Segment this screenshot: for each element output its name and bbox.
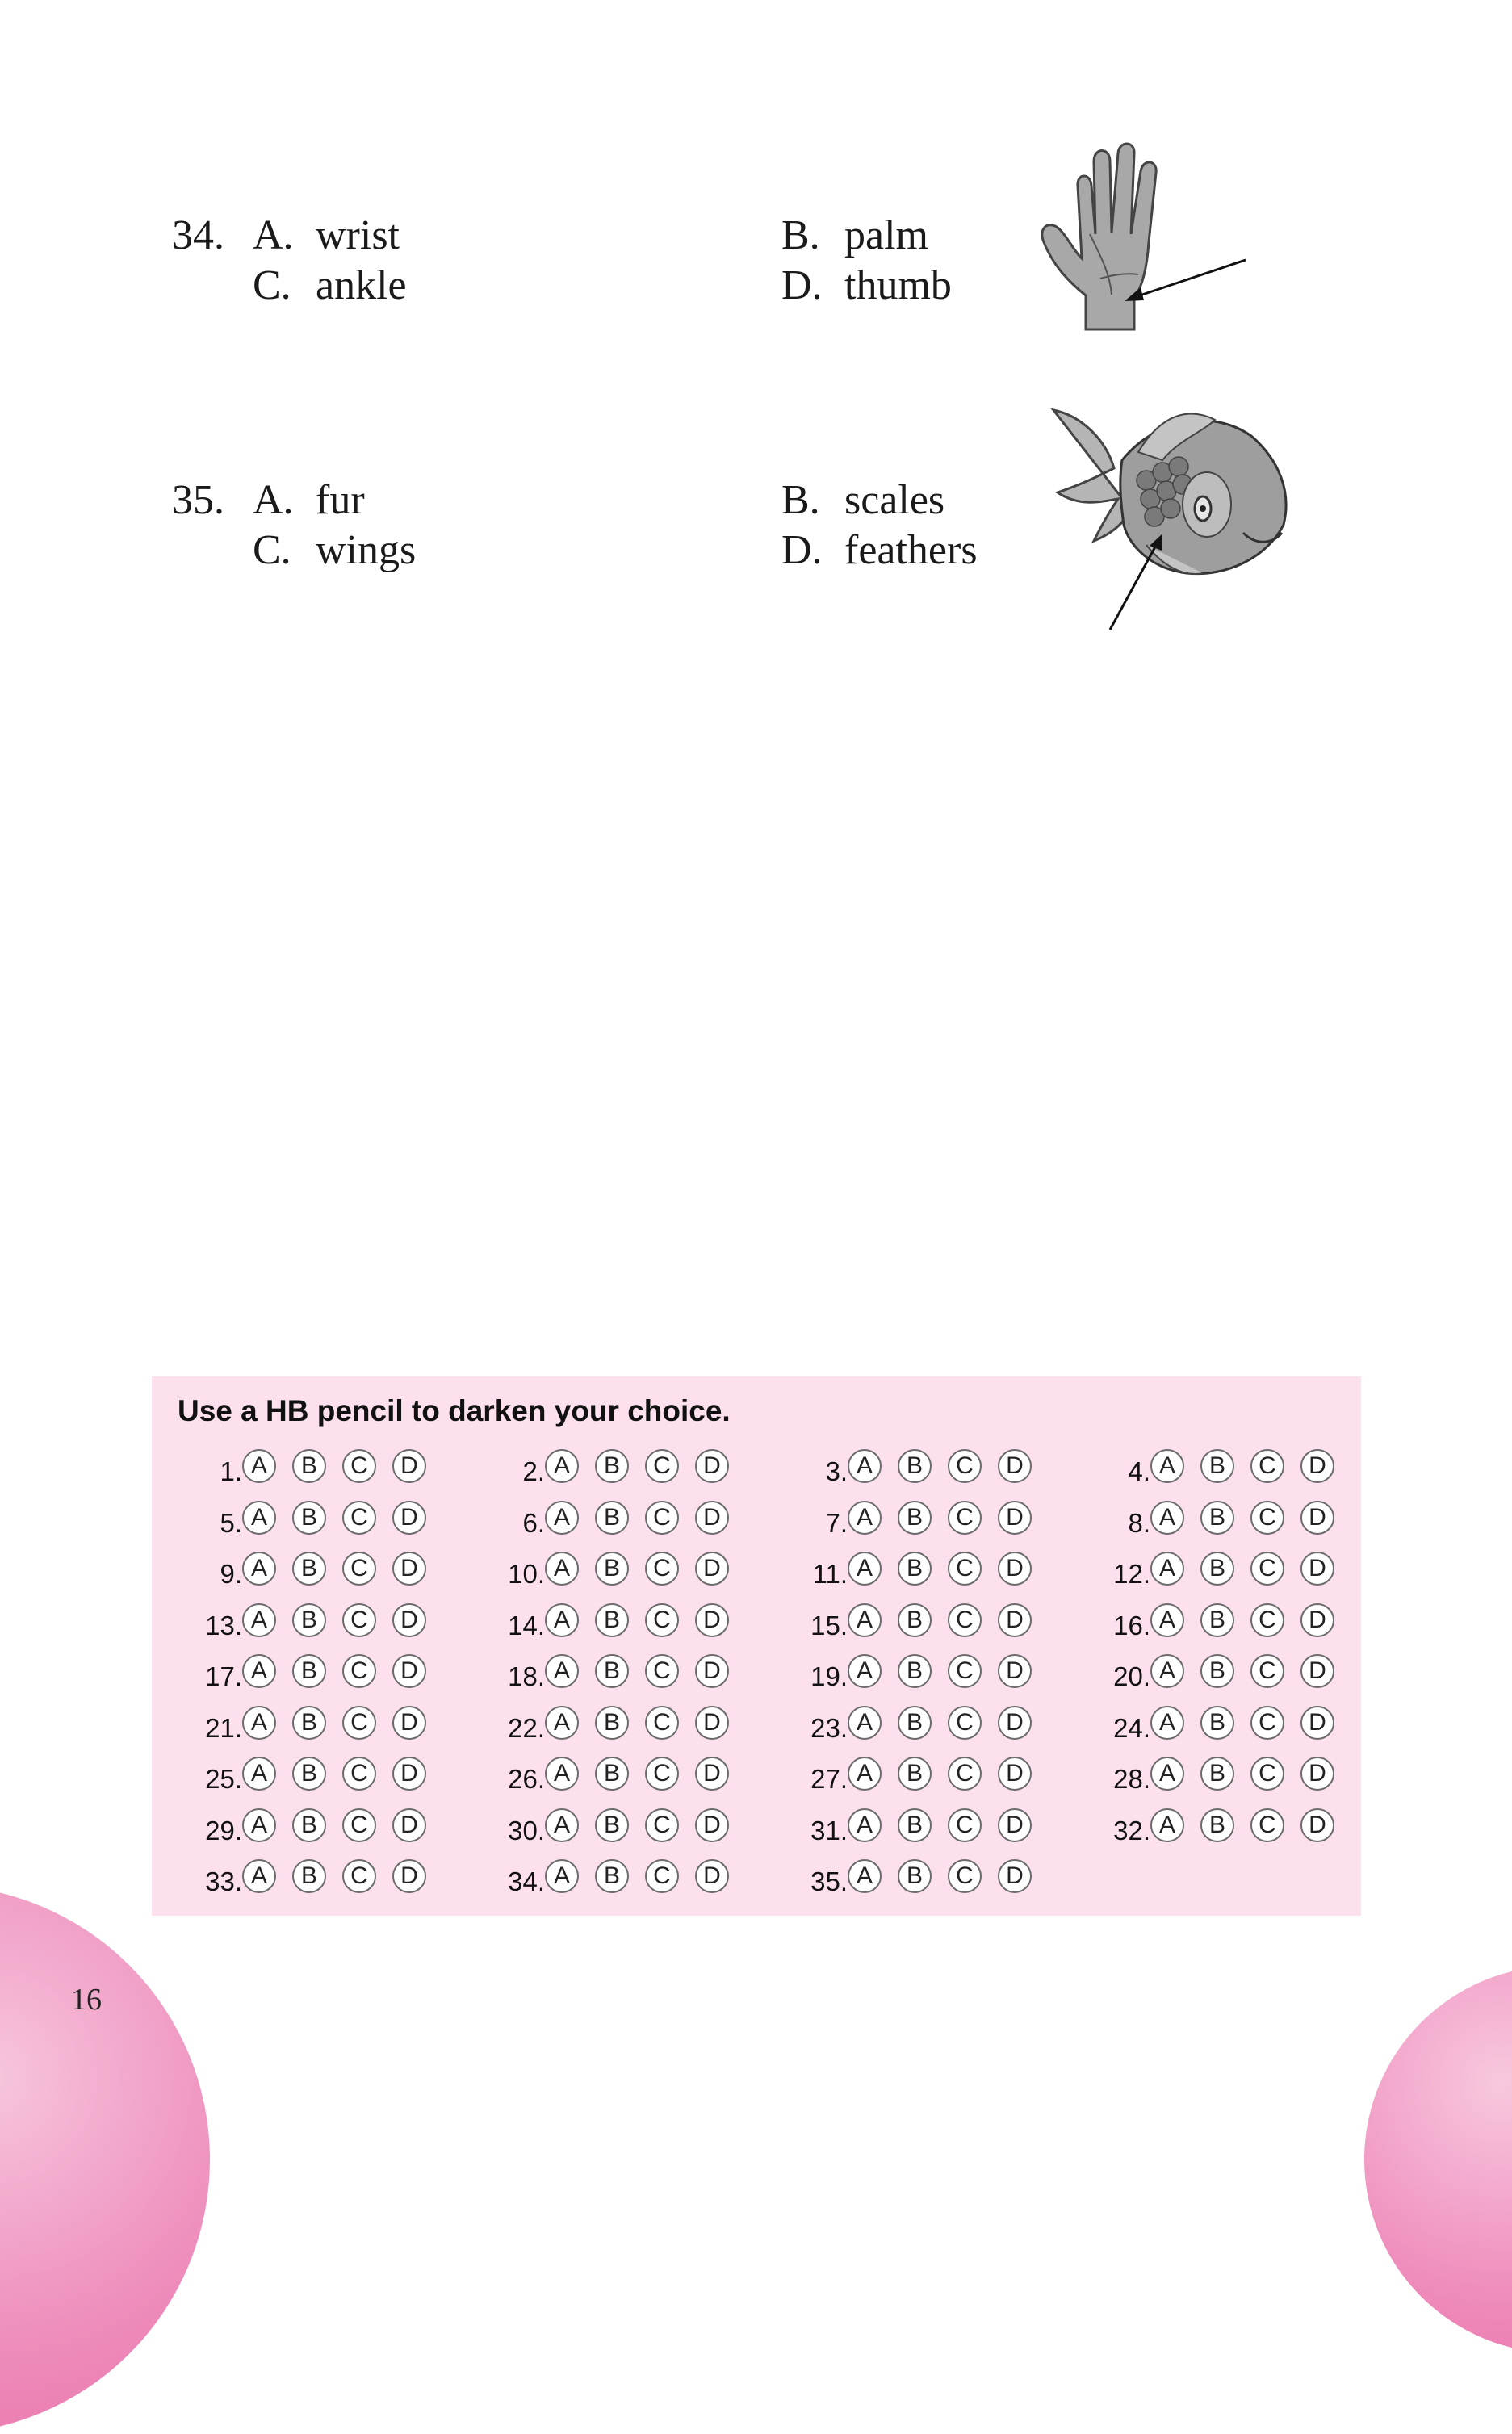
answer-number: 1. bbox=[220, 1456, 242, 1486]
answer-bubble-c[interactable]: C bbox=[1250, 1449, 1284, 1483]
answer-bubble-a[interactable]: A bbox=[848, 1859, 882, 1893]
answer-number: 4. bbox=[1128, 1456, 1150, 1486]
answer-bubble-c[interactable]: C bbox=[342, 1501, 376, 1535]
answer-bubble-c[interactable]: C bbox=[948, 1859, 982, 1893]
option-text: palm bbox=[844, 212, 928, 258]
option-text: scales bbox=[844, 477, 945, 523]
answer-bubble-c[interactable]: C bbox=[948, 1603, 982, 1637]
answer-bubble-c[interactable]: C bbox=[342, 1757, 376, 1791]
answer-bubble-a[interactable]: A bbox=[545, 1603, 579, 1637]
answer-row bbox=[799, 1445, 1090, 1490]
answer-bubble-d[interactable]: D bbox=[998, 1757, 1032, 1791]
answer-bubble-b[interactable]: B bbox=[1200, 1654, 1234, 1688]
option-text: fur bbox=[316, 477, 365, 523]
answer-bubble-c[interactable]: C bbox=[948, 1808, 982, 1842]
answer-bubble-b[interactable]: B bbox=[595, 1808, 629, 1842]
answer-bubble-d[interactable]: D bbox=[392, 1552, 426, 1586]
answer-sheet-instruction: Use a HB pencil to darken your choice. bbox=[178, 1394, 731, 1427]
option-letter: A. bbox=[253, 477, 294, 523]
answer-bubble-c[interactable]: C bbox=[645, 1501, 679, 1535]
answer-number: 13. bbox=[205, 1610, 242, 1640]
answer-bubble-d[interactable]: D bbox=[1300, 1706, 1334, 1740]
answer-bubble-a[interactable]: A bbox=[242, 1706, 276, 1740]
answer-row bbox=[496, 1497, 787, 1542]
answer-bubble-a[interactable]: A bbox=[242, 1808, 276, 1842]
answer-bubble-d[interactable]: D bbox=[1300, 1603, 1334, 1637]
option-letter: D. bbox=[781, 527, 823, 573]
option-letter: C. bbox=[253, 262, 291, 308]
answer-bubble-b[interactable]: B bbox=[898, 1859, 932, 1893]
answer-bubble-c[interactable]: C bbox=[1250, 1706, 1284, 1740]
answer-bubble-a[interactable]: A bbox=[1150, 1757, 1184, 1791]
answer-number: 21. bbox=[205, 1712, 242, 1743]
answer-bubble-a[interactable]: A bbox=[1150, 1552, 1184, 1586]
answer-bubble-c[interactable]: C bbox=[948, 1706, 982, 1740]
answer-bubble-a[interactable]: A bbox=[545, 1757, 579, 1791]
answer-number: 5. bbox=[220, 1507, 242, 1538]
answer-bubble-c[interactable]: C bbox=[645, 1654, 679, 1688]
answer-row bbox=[1102, 1702, 1393, 1747]
answer-number: 32. bbox=[1113, 1815, 1150, 1845]
answer-bubble-a[interactable]: A bbox=[848, 1757, 882, 1791]
answer-bubble-c[interactable]: C bbox=[342, 1603, 376, 1637]
answer-bubble-c[interactable]: C bbox=[948, 1654, 982, 1688]
answer-bubble-a[interactable]: A bbox=[242, 1449, 276, 1483]
answer-bubble-b[interactable]: B bbox=[898, 1552, 932, 1586]
answer-row bbox=[799, 1548, 1090, 1593]
answer-bubble-d[interactable]: D bbox=[392, 1654, 426, 1688]
answer-bubble-c[interactable]: C bbox=[1250, 1603, 1284, 1637]
answer-sheet bbox=[152, 1376, 1361, 1916]
option-letter: A. bbox=[253, 212, 294, 258]
answer-bubble-c[interactable]: C bbox=[1250, 1757, 1284, 1791]
answer-bubble-c[interactable]: C bbox=[342, 1552, 376, 1586]
answer-row bbox=[194, 1650, 484, 1695]
answer-bubble-d[interactable]: D bbox=[998, 1603, 1032, 1637]
answer-bubble-a[interactable]: A bbox=[848, 1501, 882, 1535]
answer-bubble-a[interactable]: A bbox=[848, 1808, 882, 1842]
answer-bubble-b[interactable]: B bbox=[292, 1501, 326, 1535]
answer-number: 3. bbox=[825, 1456, 848, 1486]
option-letter: B. bbox=[781, 212, 820, 258]
answer-number: 12. bbox=[1113, 1559, 1150, 1589]
answer-bubble-b[interactable]: B bbox=[595, 1654, 629, 1688]
answer-bubble-c[interactable]: C bbox=[645, 1808, 679, 1842]
answer-row bbox=[194, 1548, 484, 1593]
answer-bubble-a[interactable]: A bbox=[1150, 1808, 1184, 1842]
answer-bubble-c[interactable]: C bbox=[1250, 1501, 1284, 1535]
answer-bubble-a[interactable]: A bbox=[545, 1552, 579, 1586]
answer-bubble-b[interactable]: B bbox=[292, 1808, 326, 1842]
answer-number: 20. bbox=[1113, 1661, 1150, 1691]
answer-bubble-d[interactable]: D bbox=[1300, 1501, 1334, 1535]
answer-bubble-d[interactable]: D bbox=[998, 1654, 1032, 1688]
option-text: thumb bbox=[844, 262, 952, 308]
answer-number: 23. bbox=[810, 1712, 848, 1743]
option-letter: B. bbox=[781, 477, 820, 523]
answer-bubble-d[interactable]: D bbox=[1300, 1757, 1334, 1791]
answer-number: 11. bbox=[812, 1559, 848, 1589]
question-34 bbox=[0, 212, 1512, 333]
answer-bubble-a[interactable]: A bbox=[545, 1706, 579, 1740]
hand-with-arrow-icon bbox=[1037, 137, 1263, 339]
answer-bubble-b[interactable]: B bbox=[898, 1654, 932, 1688]
answer-row bbox=[496, 1753, 787, 1798]
answer-bubble-a[interactable]: A bbox=[545, 1859, 579, 1893]
answer-bubble-d[interactable]: D bbox=[998, 1449, 1032, 1483]
answer-bubble-c[interactable]: C bbox=[645, 1552, 679, 1586]
answer-bubble-a[interactable]: A bbox=[848, 1603, 882, 1637]
answer-bubble-a[interactable]: A bbox=[545, 1808, 579, 1842]
answer-bubble-b[interactable]: B bbox=[898, 1757, 932, 1791]
answer-bubble-d[interactable]: D bbox=[392, 1859, 426, 1893]
answer-bubble-a[interactable]: A bbox=[242, 1757, 276, 1791]
answer-bubble-b[interactable]: B bbox=[1200, 1808, 1234, 1842]
answer-bubble-d[interactable]: D bbox=[392, 1808, 426, 1842]
answer-number: 7. bbox=[825, 1507, 848, 1538]
answer-row bbox=[194, 1702, 484, 1747]
answer-bubble-d[interactable]: D bbox=[695, 1501, 729, 1535]
answer-row bbox=[799, 1599, 1090, 1644]
answer-bubble-a[interactable]: A bbox=[1150, 1501, 1184, 1535]
answer-bubble-a[interactable]: A bbox=[242, 1552, 276, 1586]
option-text: ankle bbox=[316, 262, 407, 308]
answer-bubble-b[interactable]: B bbox=[898, 1808, 932, 1842]
answer-bubble-d[interactable]: D bbox=[695, 1603, 729, 1637]
answer-bubble-c[interactable]: C bbox=[342, 1808, 376, 1842]
answer-number: 28. bbox=[1113, 1764, 1150, 1794]
answer-bubble-a[interactable]: A bbox=[242, 1603, 276, 1637]
answer-bubble-b[interactable]: B bbox=[292, 1603, 326, 1637]
answer-row bbox=[194, 1497, 484, 1542]
answer-number: 8. bbox=[1128, 1507, 1150, 1538]
answer-bubble-b[interactable]: B bbox=[595, 1501, 629, 1535]
answer-number: 31. bbox=[810, 1815, 848, 1845]
answer-number: 22. bbox=[508, 1712, 545, 1743]
answer-bubble-b[interactable]: B bbox=[292, 1706, 326, 1740]
answer-row bbox=[1102, 1599, 1393, 1644]
answer-bubble-d[interactable]: D bbox=[1300, 1654, 1334, 1688]
answer-bubble-b[interactable]: B bbox=[1200, 1501, 1234, 1535]
answer-bubble-d[interactable]: D bbox=[695, 1654, 729, 1688]
answer-bubble-b[interactable]: B bbox=[595, 1449, 629, 1483]
answer-row bbox=[799, 1497, 1090, 1542]
answer-row bbox=[194, 1804, 484, 1850]
answer-bubble-a[interactable]: A bbox=[1150, 1449, 1184, 1483]
option-text: wrist bbox=[316, 212, 400, 258]
answer-row bbox=[1102, 1445, 1393, 1490]
answer-bubble-a[interactable]: A bbox=[1150, 1603, 1184, 1637]
answer-row bbox=[496, 1702, 787, 1747]
question-number: 35. bbox=[172, 477, 224, 523]
answer-bubble-c[interactable]: C bbox=[645, 1757, 679, 1791]
answer-number: 6. bbox=[522, 1507, 545, 1538]
answer-number: 29. bbox=[205, 1815, 242, 1845]
answer-bubble-a[interactable]: A bbox=[1150, 1706, 1184, 1740]
answer-bubble-b[interactable]: B bbox=[595, 1859, 629, 1893]
answer-number: 18. bbox=[508, 1661, 545, 1691]
answer-bubble-c[interactable]: C bbox=[1250, 1552, 1284, 1586]
answer-row bbox=[1102, 1497, 1393, 1542]
answer-bubble-d[interactable]: D bbox=[1300, 1552, 1334, 1586]
answer-bubble-d[interactable]: D bbox=[695, 1757, 729, 1791]
answer-bubble-a[interactable]: A bbox=[848, 1706, 882, 1740]
answer-row bbox=[496, 1599, 787, 1644]
answer-number: 15. bbox=[810, 1610, 848, 1640]
answer-bubble-d[interactable]: D bbox=[998, 1706, 1032, 1740]
answer-number: 24. bbox=[1113, 1712, 1150, 1743]
answer-row bbox=[1102, 1804, 1393, 1850]
answer-bubble-c[interactable]: C bbox=[645, 1603, 679, 1637]
answer-row bbox=[194, 1445, 484, 1490]
answer-row bbox=[1102, 1548, 1393, 1593]
answer-row bbox=[194, 1599, 484, 1644]
answer-row bbox=[799, 1702, 1090, 1747]
answer-bubble-c[interactable]: C bbox=[342, 1654, 376, 1688]
answer-bubble-b[interactable]: B bbox=[1200, 1449, 1234, 1483]
answer-bubble-c[interactable]: C bbox=[948, 1552, 982, 1586]
answer-bubble-d[interactable]: D bbox=[392, 1501, 426, 1535]
answer-number: 30. bbox=[508, 1815, 545, 1845]
answer-bubble-b[interactable]: B bbox=[898, 1706, 932, 1740]
answer-row bbox=[496, 1804, 787, 1850]
answer-bubble-d[interactable]: D bbox=[695, 1706, 729, 1740]
answer-bubble-c[interactable]: C bbox=[948, 1449, 982, 1483]
answer-bubble-a[interactable]: A bbox=[545, 1501, 579, 1535]
answer-bubble-b[interactable]: B bbox=[292, 1552, 326, 1586]
answer-bubble-d[interactable]: D bbox=[392, 1603, 426, 1637]
answer-bubble-d[interactable]: D bbox=[998, 1808, 1032, 1842]
answer-row bbox=[799, 1855, 1090, 1900]
answer-bubble-c[interactable]: C bbox=[1250, 1808, 1284, 1842]
answer-bubble-b[interactable]: B bbox=[292, 1859, 326, 1893]
answer-bubble-b[interactable]: B bbox=[1200, 1552, 1234, 1586]
answer-bubble-d[interactable]: D bbox=[1300, 1808, 1334, 1842]
option-letter: C. bbox=[253, 527, 291, 573]
answer-bubble-b[interactable]: B bbox=[292, 1654, 326, 1688]
answer-bubble-b[interactable]: B bbox=[1200, 1706, 1234, 1740]
answer-bubble-a[interactable]: A bbox=[848, 1552, 882, 1586]
answer-bubble-d[interactable]: D bbox=[998, 1552, 1032, 1586]
answer-number: 2. bbox=[522, 1456, 545, 1486]
answer-number: 19. bbox=[810, 1661, 848, 1691]
answer-row bbox=[194, 1753, 484, 1798]
answer-row bbox=[1102, 1753, 1393, 1798]
answer-bubble-b[interactable]: B bbox=[595, 1552, 629, 1586]
answer-bubble-a[interactable]: A bbox=[545, 1449, 579, 1483]
answer-bubble-b[interactable]: B bbox=[1200, 1603, 1234, 1637]
answer-bubble-d[interactable]: D bbox=[1300, 1449, 1334, 1483]
answer-bubble-a[interactable]: A bbox=[848, 1654, 882, 1688]
answer-number: 27. bbox=[810, 1764, 848, 1794]
answer-bubble-d[interactable]: D bbox=[392, 1706, 426, 1740]
answer-row bbox=[799, 1650, 1090, 1695]
answer-row bbox=[799, 1753, 1090, 1798]
answer-number: 9. bbox=[220, 1559, 242, 1589]
answer-bubble-b[interactable]: B bbox=[898, 1449, 932, 1483]
answer-number: 14. bbox=[508, 1610, 545, 1640]
answer-bubble-a[interactable]: A bbox=[242, 1859, 276, 1893]
page-number: 16 bbox=[71, 1983, 102, 2017]
answer-number: 25. bbox=[205, 1764, 242, 1794]
answer-bubble-d[interactable]: D bbox=[392, 1757, 426, 1791]
answer-bubble-c[interactable]: C bbox=[645, 1859, 679, 1893]
answer-bubble-c[interactable]: C bbox=[645, 1706, 679, 1740]
fish-with-arrow-icon bbox=[1049, 404, 1300, 638]
answer-bubble-b[interactable]: B bbox=[292, 1757, 326, 1791]
answer-row bbox=[496, 1855, 787, 1900]
question-number: 34. bbox=[172, 212, 224, 258]
answer-row bbox=[496, 1650, 787, 1695]
answer-bubble-b[interactable]: B bbox=[898, 1501, 932, 1535]
answer-number: 34. bbox=[508, 1866, 545, 1896]
answer-bubble-a[interactable]: A bbox=[242, 1654, 276, 1688]
answer-bubble-a[interactable]: A bbox=[242, 1501, 276, 1535]
answer-number: 16. bbox=[1113, 1610, 1150, 1640]
answer-bubble-c[interactable]: C bbox=[948, 1757, 982, 1791]
answer-bubble-d[interactable]: D bbox=[695, 1449, 729, 1483]
option-text: feathers bbox=[844, 527, 978, 573]
answer-bubble-a[interactable]: A bbox=[848, 1449, 882, 1483]
answer-bubble-d[interactable]: D bbox=[998, 1501, 1032, 1535]
answer-bubble-b[interactable]: B bbox=[595, 1603, 629, 1637]
answer-bubble-c[interactable]: C bbox=[342, 1706, 376, 1740]
answer-row bbox=[194, 1855, 484, 1900]
answer-row bbox=[496, 1445, 787, 1490]
answer-row bbox=[1102, 1650, 1393, 1695]
answer-number: 33. bbox=[205, 1866, 242, 1896]
answer-bubble-c[interactable]: C bbox=[342, 1449, 376, 1483]
answer-bubble-b[interactable]: B bbox=[1200, 1757, 1234, 1791]
answer-bubble-a[interactable]: A bbox=[1150, 1654, 1184, 1688]
pink-corner-decoration-left bbox=[0, 1885, 210, 2434]
pink-corner-decoration-right bbox=[1364, 1966, 1512, 2353]
answer-bubble-b[interactable]: B bbox=[595, 1706, 629, 1740]
answer-bubble-d[interactable]: D bbox=[392, 1449, 426, 1483]
answer-bubble-b[interactable]: B bbox=[595, 1757, 629, 1791]
answer-bubble-c[interactable]: C bbox=[342, 1859, 376, 1893]
answer-bubble-c[interactable]: C bbox=[1250, 1654, 1284, 1688]
option-text: wings bbox=[316, 527, 417, 573]
answer-number: 17. bbox=[205, 1661, 242, 1691]
answer-row bbox=[799, 1804, 1090, 1850]
answer-number: 26. bbox=[508, 1764, 545, 1794]
answer-bubble-d[interactable]: D bbox=[998, 1859, 1032, 1893]
answer-number: 10. bbox=[508, 1559, 545, 1589]
answer-row bbox=[496, 1548, 787, 1593]
answer-bubble-d[interactable]: D bbox=[695, 1552, 729, 1586]
answer-bubble-b[interactable]: B bbox=[898, 1603, 932, 1637]
answer-bubble-b[interactable]: B bbox=[292, 1449, 326, 1483]
answer-bubble-d[interactable]: D bbox=[695, 1859, 729, 1893]
answer-bubble-a[interactable]: A bbox=[545, 1654, 579, 1688]
answer-number: 35. bbox=[810, 1866, 848, 1896]
answer-bubble-c[interactable]: C bbox=[948, 1501, 982, 1535]
option-letter: D. bbox=[781, 262, 823, 308]
answer-bubble-c[interactable]: C bbox=[645, 1449, 679, 1483]
answer-bubble-d[interactable]: D bbox=[695, 1808, 729, 1842]
